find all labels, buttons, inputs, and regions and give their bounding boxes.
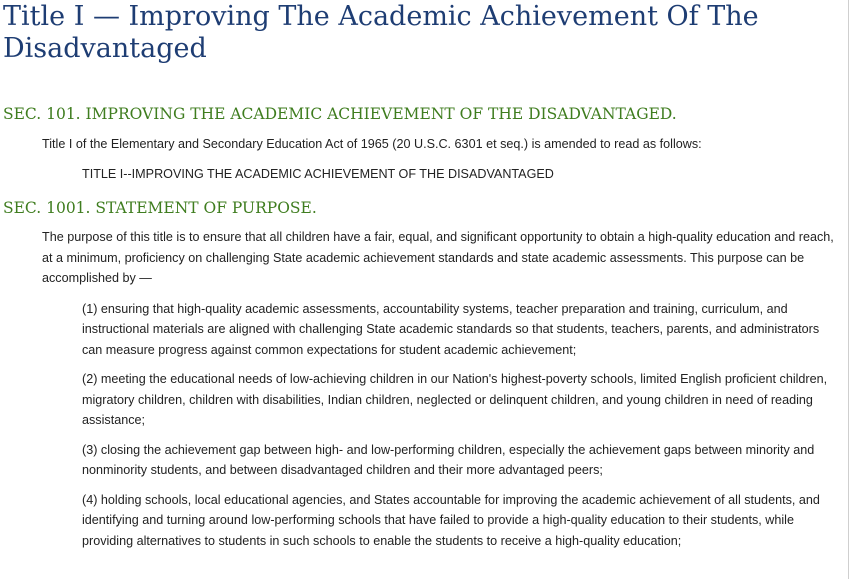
section-101-heading: SEC. 101. IMPROVING THE ACADEMIC ACHIEVEMENT OF THE DISADVANTAGED. — [3, 105, 677, 123]
purpose-item-1: (1) ensuring that high-quality academic assessments, accountability systems, teacher preparation and training, curriculum, and instructional materials are aligned with challenging State academic standards so that students, teachers, parents, and administrators can measure progress against common expectations for student academic achievement; — [82, 301, 820, 357]
purpose-item-2: (2) meeting the educational needs of low-achieving children in our Nation's highest-poverty schools, limited English proficient children, migratory children, children with disabilities, Indian children, neglected or delinquent children, and young children in need of reading assistance; — [82, 372, 828, 427]
purpose-item-3: (3) closing the achievement gap between high- and low-performing children, especially the achievement gaps between minority and nonminority students, and between disadvantaged children and their more advantaged peers; — [82, 442, 815, 477]
section-1001-heading: SEC. 1001. STATEMENT OF PURPOSE. — [3, 199, 317, 217]
purpose-item-4: (4) holding schools, local educational agencies, and States accountable for improving the academic achievement of all students, and identifying and turning around low-performing schools that have failed to provide a high-quality education to their students, while providing alternatives to students in such schools to enable the students to receive a high-quality education; — [82, 492, 820, 548]
page-title: Title I — Improving The Academic Achievement Of The Disadvantaged — [3, 1, 759, 64]
section-101-amend-text: Title I of the Elementary and Secondary Education Act of 1965 (20 U.S.C. 6301 et seq.) is amended to read as follows: — [42, 137, 702, 151]
quoted-title-i: TITLE I--IMPROVING THE ACADEMIC ACHIEVEMENT OF THE DISADVANTAGED — [82, 166, 554, 181]
purpose-intro: The purpose of this title is to ensure that all children have a fair, equal, and significant opportunity to obtain a high-quality education and reach, at a minimum, proficiency on challenging State academic achievement standards and state academic assessments. This purpose can be accomplished by — — [42, 230, 834, 285]
